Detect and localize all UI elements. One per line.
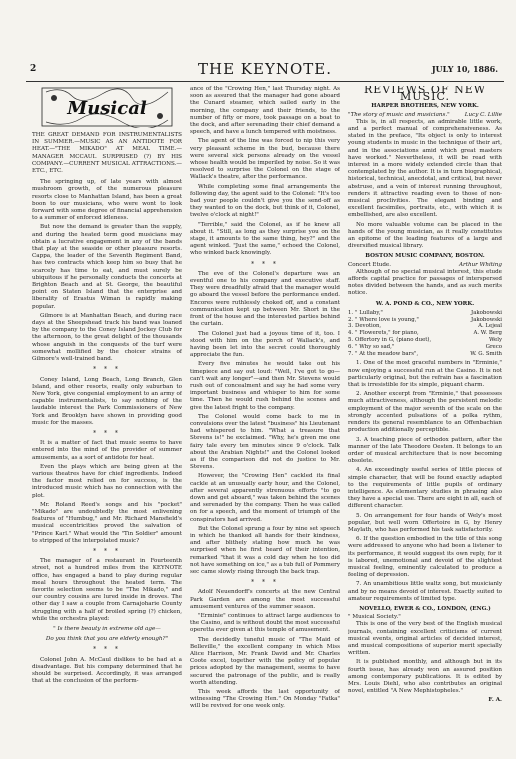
header-rule: [26, 81, 504, 82]
paragraph: ance of the "Crowing Hen," last Thursday night. As soon as assured that the manager had gone aboard the Cunard steamer, which sailed early in the morning, the company and their friends, to the number of fifty or more, took passage on a boat to the dock, and after serenading their chief demand a speech, and have a lunch tempered with moistness.: [190, 86, 340, 136]
paragraph: Every five minutes he would take out his timepiece and say out loud: "Well, I've got to go—can't wait any longer"—and then Mr. Stevens would rush out of concealment and say he had some very important business and whisper to him for some time. Then he would rush behind the scenes and give the latest fright to the company.: [190, 361, 340, 411]
song-row: [348, 310, 502, 317]
song-composer: Wely: [488, 337, 502, 344]
book-title: Concert Etude.: [348, 261, 391, 268]
section-title: REVIEWS OF NEW MUSIC.: [363, 86, 487, 104]
paragraph: The decidedly tuneful music of "The Maid of Belleville," the excellent company in which Miss Alice Harrison, Mr. Frank David and Mr. Charles Coote excel, together with the policy of popular prices adopted by the management, seems to have secured the patronage of the public, and is really worth attending.: [190, 636, 340, 686]
song-title: Offertory in G, (piano duet),: [355, 337, 432, 344]
song-composer: Greco: [485, 343, 502, 350]
paragraph: This week affords the last opportunity of witnessing "The Crowing Hen." On Monday "Fatka" will be revived for one week only.: [190, 689, 340, 710]
page-number: 2: [30, 64, 37, 74]
paragraph: The agent of the line was forced to nip this very very pleasant scheme in the bud, because there were several sick persons already on the vessel whose health would be imperiled by noise. So it was resolved to surprise the Colonel on the stage of Wallack's theatre, after the performance.: [190, 138, 340, 181]
song-number: 7.: [348, 350, 354, 357]
song-row: [348, 317, 502, 324]
song-title: " Why so sad,": [355, 343, 395, 350]
song-row: [348, 351, 502, 358]
song-title: " Flowerets," for piano,: [355, 330, 419, 337]
song-number: 1.: [348, 309, 354, 316]
song-number: 2.: [348, 316, 354, 323]
paragraph: The Colonel just had a joyous time of it, too. I stood with him on the porch of Wallack's, and having been let into the secret could thoroughly appreciate the fun.: [190, 330, 340, 359]
journal-title: THE KEYNOTE.: [197, 60, 332, 78]
paragraph: Mr. Roland Reed's songs and his "pocket" "Mikado" are undoubtedly the most enlivening features of "Humbug," and Mr. Richard Mansfield's musical eccentricities proved the salvation of "Prince Karl." What would the "Tin Soldier" amount to stripped of the interpolated music?: [32, 501, 182, 544]
song-row: [348, 344, 502, 351]
book-title: " Musical Society.": [348, 614, 401, 621]
book-author: Arthur Whiting: [459, 261, 502, 268]
publisher-heading: W. A. POND & CO., NEW YORK.: [375, 300, 475, 307]
separator-stars: * * *: [93, 429, 121, 437]
book-title: "The story of music and musicians.": [348, 111, 450, 118]
song-composer: Jakobowski: [471, 316, 502, 323]
paragraph: Even the plays which are being given at the various theatres have for chief ingredients. Indeed the factor most relied on for success, is the introduced music which has no connection with the plot.: [32, 463, 182, 499]
paragraph: It is a matter of fact that music seems to have entered into the mind of the provider of summer amusements, as a sort of antidote for heat.: [32, 440, 182, 461]
paragraph: 4. An exceedingly useful series of little pieces of simple character, that will be found exactly adapted to the requirements of little pupils of ordinary intelligence. As elementary studies in phrasing also they have a special use. There are eight in all, each of different character.: [348, 467, 502, 510]
musical-logo: [32, 86, 182, 128]
song-title: " Where love is young,": [355, 316, 419, 323]
paragraph: The springing up, of late years with almost mushroom growth, of the numerous pleasure resorts close to Manhattan Island, has been a great boon to our musicians, who were wont to look forward with some degree of financial apprehension to a summer of enforced idleness.: [32, 179, 182, 222]
signature: F. A.: [488, 697, 502, 704]
song-row: [348, 337, 502, 344]
paragraph: This is one of the very best of the English musical journals, containing excellent criticisms of current musical events, original articles of decided interest, and musical compositions of superior merit specially written.: [348, 621, 502, 657]
paragraph: "Erminie" continues to attract large audiences to the Casino, and is without doubt the most successful operetta ever given at this temple of amusement.: [190, 613, 340, 634]
book-author: Lucy C. Lillie: [464, 111, 502, 118]
column-continued: [190, 86, 340, 746]
paragraph: This is, in all respects, an admirable little work, and a perfect manual of comprehensiveness. As stated in the preface, "Its object is only to interest young students in music in the technique of their art, and in the associations amid which great masters have worked." Nevertheless, it will be read with interest in a more widely extended circle than that contemplated by the author. It is in turn biographical, historical, technical, anecdotal, and critical, but never abstruse, and a vein of interest running throughout, renders it attractive reading even to those of non-musical proclivities. The elegant binding and excellent facsimiles, portraits, etc., with which it is embellished, are also excellent.: [348, 118, 502, 219]
song-composer: W. G. Smith: [470, 350, 502, 357]
paragraph: The eve of the Colonel's departure was an eventful one to his company and executive staff. They were dreadfully afraid that the manager would go aboard the vessel before the performance ended. Encores were ruthlessly choked off, and a constant communication kept up between Mr. Short in the front of the house and the interested parties behind the curtain.: [190, 270, 340, 328]
song-title: " At the meadow bars",: [355, 350, 419, 357]
paragraph: Although of no special musical interest, this etude affords capital practice for passages of interspersed notes divided between the hands, and as such merits notice.: [348, 268, 502, 297]
paragraph: The manager of a restaurant in Fourteenth street, not a hundred miles from the KEYNOTE office, has engaged a band to play during regular meal hours throughout the heated term. The favorite selection seems to be "The Mikado," and our country cousins are lured inside in droves. The other day I saw a couple from Carnajoharie County struggling with a half of broiled spring (?) chicken, while the orchestra played:: [32, 558, 182, 622]
song-title: Devotion,: [355, 323, 382, 330]
song-number: 6.: [348, 343, 354, 350]
review-entry: [348, 112, 502, 119]
paragraph: 7. An unambitious little waltz song, but musicianly and by no means devoid of interest. Exactly suited to amateur requirements of limited type.: [348, 581, 502, 602]
paragraph: 1. One of the most graceful numbers in "Erminie," now enjoying a successful run at the Casino. It is not particularly original, but the refrain has a fascination that is irresistible for its simple, piquant charm.: [348, 360, 502, 389]
column-musical: [32, 86, 182, 746]
paragraph: However, the "Crowing Hen" cackled its final cackle at an unusually early hour, and the Colonel, after several apparently strenuous efforts "to go down and get aboard," was taken behind the scenes and serenaded by the company. Then he was called on for a speech, and the moment of triumph of the conspirators had arrived.: [190, 473, 340, 523]
song-list: [348, 310, 502, 358]
song-number: 5.: [348, 337, 354, 344]
review-entry: [348, 614, 502, 621]
separator-stars: * * *: [93, 366, 121, 374]
paragraph: Colonel John A. McCaul dislikes to be had at a disadvantage. But his company determined that he should be surprised. Accordingly, it was arranged that at the conclusion of the perform-: [32, 656, 182, 685]
publisher-heading: BOSTON MUSIC COMPANY, BOSTON.: [365, 253, 485, 260]
column-reviews: [348, 86, 502, 746]
song-composer: A. Lejeal: [478, 323, 502, 330]
paragraph: It is published monthly, and although but in its fourth issue, has already won an assured position among contemporary publications. It is edited by Mrs. Louis Diehl, who also contributes an original novel, entitled "A New Mephistopheles.": [348, 659, 502, 695]
paragraph: Gilmore is at Manhattan Beach, and during race days at the Sheepshead track his band was loaned by the company to the Coney Island Jockey Club for the afternoon, to the great delight of the thousands whose anguish in the conquests of the turf were somewhat mollified by the choicer strains of Gilmore's well-trained band.: [32, 312, 182, 363]
paragraph: 6. If the question embodied in the title of this song were addressed to anyone who had been a listener to its performance, it would suggest its own reply, for it is labored, unemotional and devoid of the slightest musical feeling, eminently calculated to produce a feeling of depression.: [348, 536, 502, 579]
publisher-heading: HARPER BROTHERS, NEW YORK.: [371, 103, 479, 110]
paragraph: 3. A teaching piece of orthodox pattern, after the manner of the late Theodore Oesten. It belongs to an order of musical architecture that is now becoming obsolete.: [348, 436, 502, 465]
paragraph: While completing some final arrangements the following day, the agent said to the Colonel: "It's too bad your people couldn't give you the send-off as they wanted to on the dock, but think of it, Colonel, twelve o'clock at night!": [190, 183, 340, 219]
verse-line: " Is there beauty in extreme old age—: [53, 626, 161, 632]
issue-date: JULY 10, 1886.: [431, 64, 498, 74]
song-number: 4.: [348, 330, 354, 337]
paragraph: No more valuable volume can be placed in the hands of the young musician, as it really constitutes an epitome of the leading features of a large and diversified musical library.: [348, 221, 502, 250]
song-row: [348, 323, 502, 330]
verse-line: Do you think that you are elderly enough?": [45, 636, 169, 643]
paragraph: Adolf Neuendorff's concerts at the new Central Park Garden are among the most successful amusement ventures of the summer season.: [190, 589, 340, 610]
page-header: [26, 60, 504, 80]
separator-stars: * * *: [251, 579, 279, 587]
song-number: 3.: [348, 323, 354, 330]
song-composer: Jakobowski: [471, 309, 502, 316]
paragraph: The Colonel would come back to me in convulsions over the latest "business" his Lieutenant had whispered to him. "What a treasure that Stevens is!" he exclaimed. "Why, he's given me one fairy tale every ten minutes since 9 o'clock. Talk about the Arabian Nights!" and the Colonel looked as if the comparison did not do justice to Mr. Stevens.: [190, 413, 340, 471]
separator-stars: * * *: [93, 646, 121, 654]
paragraph: But now the demand is greater than the supply, and during the heated term good musicians may obtain a lucrative engagement in any of the bands that play at the seaside or other pleasure resorts. Cappa, the leader of the Seventh Regiment Band, has two contracts which keep him so busy that he scarcely has time to eat, and must surely be ubiquitous if he personally conducts the concerts at Brighton Beach and at St. George, the beautiful point on Staten Island that the enterprise and liberality of Erastus Wiman is rapidly making popular.: [32, 224, 182, 310]
paragraph: "Terrible," said the Colonel, as if he knew all about it. "Still, as long as they surprise you on the stage, it amounts to the same thing, hey?" and the agent winked. "Just the same," echoed the Colonel, who winked back knowingly.: [190, 221, 340, 257]
paragraph: But the Colonel sprung a four by nine set speech in which he thanked all hands for their kindness, and after blithely stating how much he was surprised when he first heard of their intention, remarked "that it was a cold day when he too did not have something on ice," as a tub full of Pommery sec came slowly rising through the back trap.: [190, 525, 340, 575]
paragraph: Coney Island, Long Beach, Long Branch, Glen Island, and other resorts, really only suburban to New York, give congenial employment to an army of capable instrumentalists, to say nothing of the laudable interest the Park Commissioners of New York and Brooklyn have shown in providing good music for the masses.: [32, 376, 182, 426]
publisher-heading: NOVELLO, EWER & CO., LONDON, (ENG.): [359, 605, 491, 612]
song-composer: A. W. Berg: [473, 330, 502, 337]
separator-stars: * * *: [251, 260, 279, 268]
separator-stars: * * *: [93, 547, 121, 555]
intro-headline: THE GREAT DEMAND FOR INSTRUMENTALISTS IN SUMMER.—MUSIC AS AN ANTIDOTE FOR HEAT.—"THE MIKADO" AT MEAL TIME.—MANAGER MCCAUL SURPRISED (?) BY HIS COMPANY.—CURRENT MUSICAL ATTRACTIONS.—ETC., ETC.: [32, 132, 182, 175]
song-title: " Lullaby,": [355, 309, 383, 316]
review-entry: [348, 262, 502, 269]
paragraph: 5. On arrangement for four hands of Wely's most popular, but well worn Offertoire in G, by Henry Maylath, who has performed his task satisfactorily.: [348, 512, 502, 533]
logo-text: Musical: [67, 98, 147, 119]
paragraph: 2. Another excerpt from "Erminie," that possesses much attractiveness, although the persistent melodic employment of the major seventh of the scale on the strongly accented pulsations of a polka rythm, renders its general resemblance to an Offenbachian production additionally perceptible.: [348, 391, 502, 434]
